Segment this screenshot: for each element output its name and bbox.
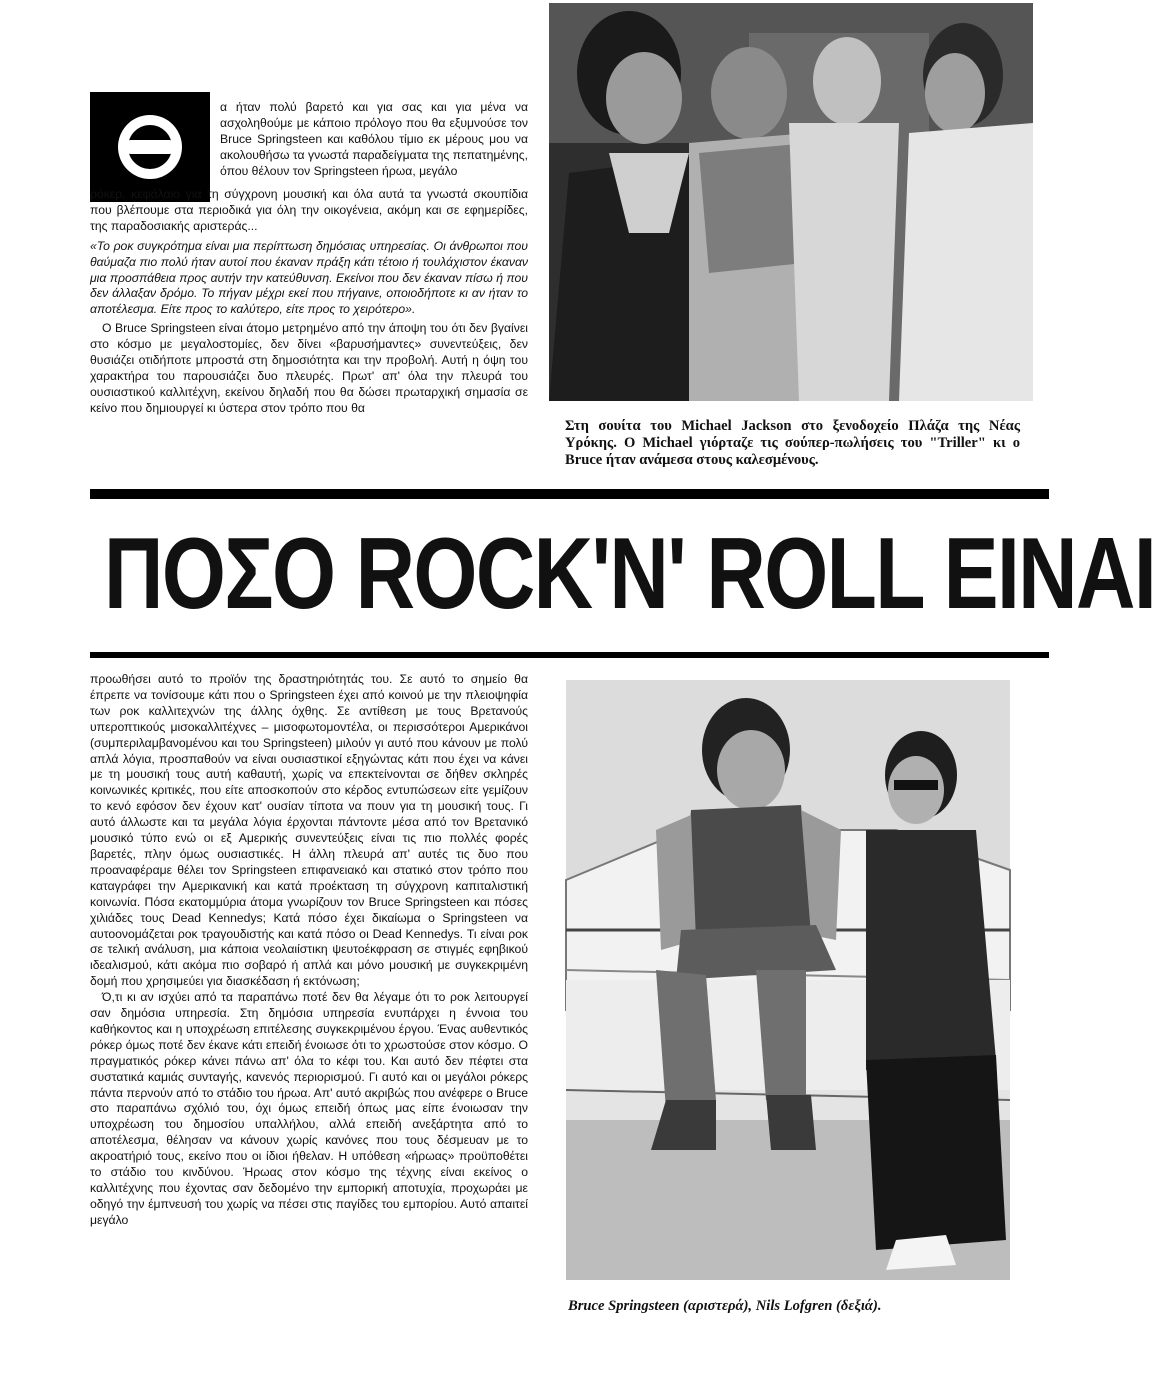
intro-continued-paragraph: ρόκερ, κεφάλαιο για τη σύγχρονη μουσική και όλα αυτά τα γνωστά σκουπίδια που βλέπουμε στα περιοδικά για όλη την οικογένεια, ακόμη και σε εφημερίδες, της παραδοσιακής αριστεράς... <box>90 187 528 233</box>
body-paragraph-2: Ό,τι κι αν ισχύει από τα παραπάνω ποτέ δεν θα λέγαμε ότι το ροκ λειτουργεί σαν δημόσια υπηρεσία. Στη δημόσια υπηρεσία ενυπάρχει η έννοια του καθήκοντος και η υποχρέωση επιτέλεσης συγκεκριμένου έργου. Ένας αυθεντικός ρόκερ όμως ποτέ δεν έκανε κάτι επειδή ένοιωσε ότι το χρωστούσε στον κόσμο. Ο πραγματικός ρόκερ κάνει πάνω απ' όλα το κέφι του. Και αυτό δεν πέφτει στα συστατικά καμιάς συνταγής, κανενός περιορισμού. Γι αυτό και οι μεγάλοι ρόκερς πάντα περνούν από το στάδιο του ήρωα. Απ' αυτό ακριβώς που ανέφερε ο Bruce στο παραπάνω σχόλιό του, όχι όμως επειδή όπως μας είπε ένοιωσαν την υποχρέωση του δημοσίου υπαλλήλου, αλλά επειδή ανεξάρτητα από το αποτέλεσμα, θέλησαν να κάνουν χωρίς κανόνες που τους δέσμευαν με το ακροατήριό τους, εκείνο που οι ίδιοι ήθελαν. Η υπόθεση «ήρωας» προϋποθέτει το στάδιο του κινδύνου. Ήρωας στον κόσμο της τέχνης είναι εκείνος ο καλλιτέχνης που έχοντας σαν δεδομένο την εμπορική αποτυχία, προχωράει με οδηγό την έμπνευσή του χωρίς να πέσει στις παγίδες του εμπορίου. Αυτό απαιτεί μεγάλο <box>90 990 528 1227</box>
intro-column <box>90 187 528 417</box>
body-paragraph-1: προωθήσει αυτό το προϊόν της δραστηριότητάς του. Σε αυτό το σημείο θα έπρεπε να τονίσουμε κάτι που ο Springsteen έχει από κοινού με την πλειοψηφία των ροκ καλλιτεχνών της άλλης όχθης. Σε αντίθεση με τους Βρετανούς υπεροπτικούς μισοκαλλιτέχνες – μισοφωτομοντέλα, οι περισσότεροι Αμερικάνοι (συμπεριλαμβανομένου και του Springsteen) μιλούν γι αυτό που κάνουν με πολύ απλά λόγια, προσπαθούν να είναι ουσιαστικοί εξηγώντας κάτι που έχει να κάνει με τη μουσική τους αυτή καθαυτή, χωρίς να επεκτείνονται σε δήθεν σκληρές κοινωνικές κριτικές, που είτε αποσκοπούν στο κέρδος εντυπώσεων είτε γεμίζουν το κενό εφόσον δεν έχουν κατ' ουσίαν τίποτα να πουν για τη μουσική τους. Γι αυτό άλλωστε και τα μεγάλα λόγια έρχονται πάντοντε μέσα από τον Βρετανικό μουσικό τύπο ενώ οι εξ Αμερικής συνεντεύξεις είναι τις πιο πολλές φορές βαρετές, πλην όμως ουσιαστικές. Η άλλη πλευρά απ' αυτές τις δυο που προαναφέραμε θέλει τον Springsteen επιφανειακό και στατικό στον τρόπο που καταγράφει την Αμερικανική και κατά προέκταση τη σύγχρονη καπιταλιστική κοινωνία. Πόσα εκατομμύρια άτομα γνωρίζουν τον Bruce Springsteen και πόσες χιλιάδες τους Dead Kennedys; Κατά πόσο έχει δικαίωμα ο Springsteen να αυτοονομάζεται ροκ τραγουδιστής και κατά πόσο οι Dead Kennedys. Τι είναι ροκ σε τελική ανάλυση, μια κάποια νεολαιίστικη ψευτοέκφραση σε στιγμές εφηβικού ιδεαλισμού, κάτι ακόμα πιο σοβαρό ή απλά και μόνο μουσική με συγκεκριμένη δομή που χρησιμεύει για διασκέδαση ή εκτόνωση; <box>90 672 528 989</box>
drop-cap-letter <box>108 105 192 189</box>
body-column <box>90 672 528 1229</box>
intro-wrapped-text <box>220 100 528 180</box>
caption-bottom-photo: Bruce Springsteen (αριστερά), Nils Lofgren (δεξιά). <box>568 1298 882 1314</box>
caption-top-photo: Στη σουίτα του Michael Jackson στο ξενοδοχείο Πλάζα της Νέας Υρόκης. Ο Michael γιόρταζε τις σούπερ-πωλήσεις του "Triller" κι ο Bruce ήταν ανάμεσα στους καλεσμένους. <box>565 418 1020 468</box>
photo-springsteen-lofgren <box>566 680 1010 1280</box>
intro-paragraph: Ο Bruce Springsteen είναι άτομο μετρημένο από την άποψη του ότι δεν βγαίνει στο κόσμο με μεγαλοστομίες, δεν δίνει «βαρυσήμαντες» συνεντεύξεις, δεν θυσιάζει οτιδήποτε μπροστά στη δημοσιότητα και την προβολή. Αυτή η όψη του χαρακτήρα του παρουσιάζει δυο πλευρές. Πρωτ' απ' όλα την πλευρά του ουσιαστικού καλλιτέχνη, εκείνου δηλαδή που θα δώσει πρωταρχική σημασία σε κείνο που δημιουργεί κι ύστερα στον τρόπο που θα <box>90 321 528 415</box>
headline-rule-bottom <box>90 652 1049 658</box>
springsteen-quote: «Το ροκ συγκρότημα είναι μια περίπτωση δημόσιας υπηρεσίας. Οι άνθρωποι που θαύμαζα πιο πολύ ήταν αυτοί που έκαναν πράξη κάτι τέτοιο ή τουλάχιστον έκαναν μια προσπάθεια προς αυτήν την κατεύθυνση. Εκείνοι που δεν έκαναν πίσω ή που δεν άλλαξαν δρόμο. Το πήγαν μέχρι εκεί που πήγαινε, οποιοδήποτε κι αν ήταν το αποτέλεσμα. Είτε προς το καλύτερο, είτε προς το χειρότερο». <box>90 238 528 317</box>
drop-cap <box>90 92 210 202</box>
headline: ΠΟΣΟ ROCK'N' ROLL ΕΙΝΑΙ <box>104 518 1155 630</box>
intro-wrapped-paragraph: α ήταν πολύ βαρετό και για σας και για μένα να ασχοληθούμε με κάποιο πρόλογο που θα εξυμνούσε τον Bruce Springsteen και καθόλου τίμιο εκ μέρους μου να ακολουθήσω τα γνωστά παραδείγματα της πεπατημένης, όπου θέλουν τον Springsteen ήρωα, μεγάλο <box>220 100 528 178</box>
photo-michael-jackson-suite <box>549 3 1033 401</box>
headline-rule-top <box>90 489 1049 499</box>
